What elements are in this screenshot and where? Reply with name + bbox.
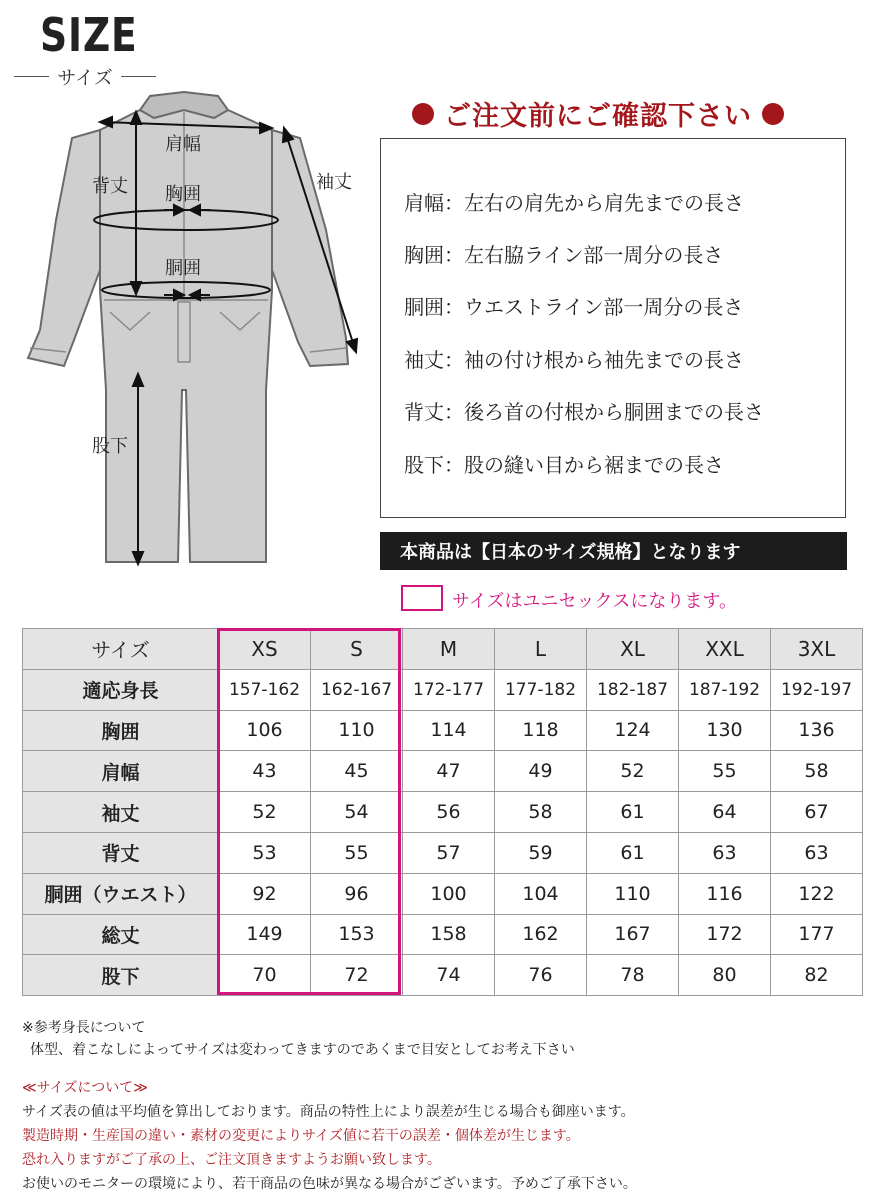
- table-cell: 130: [679, 710, 771, 751]
- table-cell: 136: [771, 710, 863, 751]
- table-cell: 158: [403, 914, 495, 955]
- table-cell: 57: [403, 832, 495, 873]
- definition-inseam: 股下：股の縫い目から裾までの長さ: [404, 453, 724, 477]
- size-table: [22, 628, 863, 996]
- divider: [14, 76, 49, 77]
- table-cell: 149: [219, 914, 311, 955]
- table-row: [23, 832, 863, 873]
- confirm-heading-text: ご注文前にご確認下さい: [444, 101, 752, 132]
- table-cell: 70: [219, 955, 311, 996]
- table-row: [23, 669, 863, 710]
- definition-chest: 胸囲：左右脇ライン部一周分の長さ: [404, 243, 724, 267]
- table-cell: 106: [219, 710, 311, 751]
- table-header-row: [23, 629, 863, 670]
- about-size-line: 製造時期・生産国の違い・素材の変更によりサイズ値に若干の誤差・個体差が生じます。: [22, 1128, 580, 1144]
- table-cell: 59: [495, 832, 587, 873]
- table-cell: 177: [771, 914, 863, 955]
- table-cell: 47: [403, 751, 495, 792]
- page-title: SIZE: [40, 8, 138, 62]
- confirm-heading: [412, 94, 822, 133]
- unisex-note: サイズはユニセックスになります。: [452, 591, 737, 612]
- label-waist: 胴囲: [165, 258, 201, 279]
- table-cell: 74: [403, 955, 495, 996]
- table-cell: 92: [219, 873, 311, 914]
- coverall-illustration: [28, 92, 348, 562]
- table-cell: 55: [679, 751, 771, 792]
- definition-sleeve: 袖丈：袖の付け根から袖先までの長さ: [404, 348, 744, 372]
- table-cell: 52: [219, 792, 311, 833]
- page-subtitle: サイズ: [57, 66, 113, 89]
- measurement-definitions: [380, 138, 846, 518]
- table-row: [23, 792, 863, 833]
- table-cell: 153: [311, 914, 403, 955]
- table-cell: 52: [587, 751, 679, 792]
- table-cell: 56: [403, 792, 495, 833]
- size-header-xs: XS: [219, 629, 311, 670]
- table-cell: 100: [403, 873, 495, 914]
- table-cell: 110: [311, 710, 403, 751]
- table-cell: 63: [679, 832, 771, 873]
- table-cell: 116: [679, 873, 771, 914]
- size-header-m: M: [403, 629, 495, 670]
- unisex-legend-box: [401, 585, 443, 611]
- reference-height-title: ※参考身長について: [22, 1020, 146, 1036]
- row-label: 胴囲（ウエスト）: [23, 873, 219, 914]
- size-header-xl: XL: [587, 629, 679, 670]
- table-row: [23, 710, 863, 751]
- table-row: [23, 751, 863, 792]
- table-cell: 162-167: [311, 669, 403, 710]
- table-cell: 54: [311, 792, 403, 833]
- table-cell: 55: [311, 832, 403, 873]
- label-back-length: 背丈: [92, 176, 128, 197]
- table-cell: 187-192: [679, 669, 771, 710]
- japan-size-notice: 本商品は【日本のサイズ規格】となります: [380, 532, 847, 570]
- table-cell: 157-162: [219, 669, 311, 710]
- row-label: 総丈: [23, 914, 219, 955]
- row-label: 適応身長: [23, 669, 219, 710]
- size-header-l: L: [495, 629, 587, 670]
- row-label: 袖丈: [23, 792, 219, 833]
- table-cell: 124: [587, 710, 679, 751]
- table-header-label: サイズ: [23, 629, 219, 670]
- row-label: 肩幅: [23, 751, 219, 792]
- label-sleeve: 袖丈: [316, 172, 352, 193]
- table-cell: 67: [771, 792, 863, 833]
- table-row: [23, 914, 863, 955]
- table-cell: 167: [587, 914, 679, 955]
- table-cell: 43: [219, 751, 311, 792]
- table-cell: 96: [311, 873, 403, 914]
- table-cell: 118: [495, 710, 587, 751]
- table-cell: 82: [771, 955, 863, 996]
- bullet-dot-icon: [412, 103, 434, 125]
- definition-waist: 胴囲：ウエストライン部一周分の長さ: [404, 295, 744, 319]
- about-size-line: お使いのモニターの環境により、若干商品の色味が異なる場合がございます。予めご了承下さい。: [22, 1176, 637, 1192]
- table-cell: 192-197: [771, 669, 863, 710]
- page-subtitle-row: [14, 62, 156, 90]
- about-size-title: ≪サイズについて≫: [22, 1080, 148, 1096]
- size-header-s: S: [311, 629, 403, 670]
- table-cell: 53: [219, 832, 311, 873]
- table-cell: 64: [679, 792, 771, 833]
- size-header-xxl: XXL: [679, 629, 771, 670]
- about-size-line: サイズ表の値は平均値を算出しております。商品の特性上により誤差が生じる場合も御座います。: [22, 1104, 635, 1120]
- row-label: 背丈: [23, 832, 219, 873]
- table-cell: 182-187: [587, 669, 679, 710]
- reference-height-body: 体型、着こなしによってサイズは変わってきますのであくまで目安としてお考え下さい: [30, 1042, 575, 1058]
- table-cell: 58: [771, 751, 863, 792]
- table-cell: 177-182: [495, 669, 587, 710]
- table-cell: 104: [495, 873, 587, 914]
- label-inseam: 股下: [92, 436, 128, 457]
- table-cell: 63: [771, 832, 863, 873]
- table-cell: 76: [495, 955, 587, 996]
- about-size-line: 恐れ入りますがご了承の上、ご注文頂きますようお願い致します。: [22, 1152, 441, 1168]
- table-cell: 114: [403, 710, 495, 751]
- table-cell: 58: [495, 792, 587, 833]
- bullet-dot-icon: [762, 103, 784, 125]
- definition-shoulder: 肩幅：左右の肩先から肩先までの長さ: [404, 191, 744, 215]
- table-cell: 110: [587, 873, 679, 914]
- table-cell: 162: [495, 914, 587, 955]
- table-cell: 172-177: [403, 669, 495, 710]
- definition-back: 背丈：後ろ首の付根から胴囲までの長さ: [404, 400, 764, 424]
- table-cell: 45: [311, 751, 403, 792]
- table-cell: 61: [587, 832, 679, 873]
- table-cell: 49: [495, 751, 587, 792]
- table-cell: 72: [311, 955, 403, 996]
- table-row: [23, 873, 863, 914]
- size-header-3xl: 3XL: [771, 629, 863, 670]
- row-label: 股下: [23, 955, 219, 996]
- table-row: [23, 955, 863, 996]
- row-label: 胸囲: [23, 710, 219, 751]
- table-cell: 78: [587, 955, 679, 996]
- divider: [121, 76, 156, 77]
- label-chest: 胸囲: [165, 184, 201, 205]
- table-cell: 61: [587, 792, 679, 833]
- table-cell: 80: [679, 955, 771, 996]
- label-shoulder-width: 肩幅: [165, 134, 201, 155]
- table-cell: 122: [771, 873, 863, 914]
- table-cell: 172: [679, 914, 771, 955]
- coverall-diagram: [0, 90, 380, 580]
